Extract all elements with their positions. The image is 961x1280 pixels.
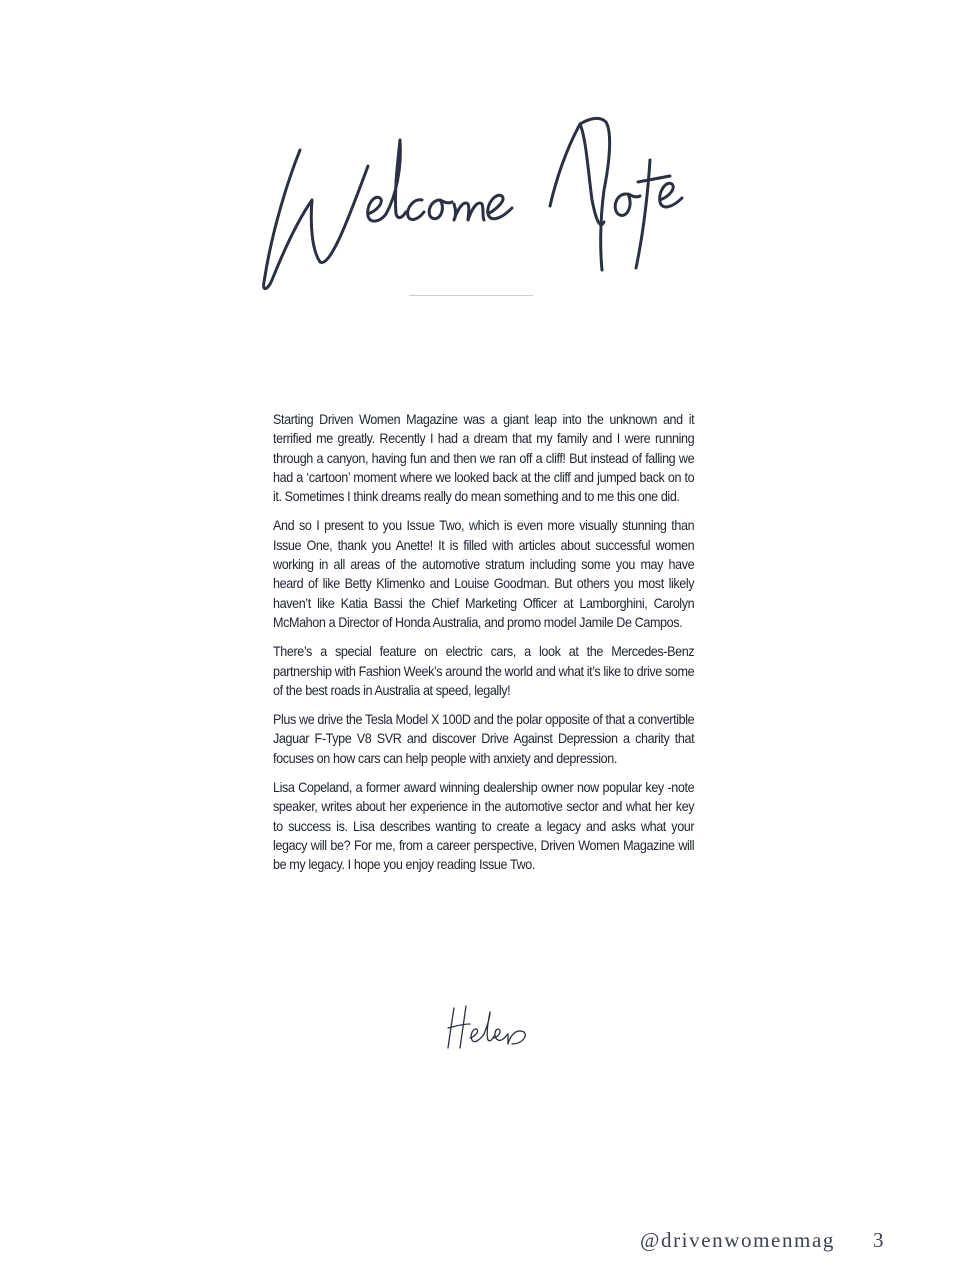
- paragraph-5: Lisa Copeland, a former award winning dealership owner now popular key -note speaker, writes about her experience in the automotive sector and what her key to success is. Lisa describes wanting to create a legacy and asks what your legacy will be? For me, from a career perspective, Driven Women Magazine will be my legacy. I hope you enjoy reading Issue Two.: [273, 779, 695, 873]
- page-number: 3: [873, 1228, 884, 1252]
- paragraph-3: There’s a special feature on electric cars, a look at the Mercedes-Benz partnership with Fashion Week’s around the world and what it’s like to drive some of the best roads in Australia at speed, legally!: [273, 643, 695, 698]
- paragraph-2: And so I present to you Issue Two, which is even more visually stunning than Issue One, thank you Anette! It is filled with articles about successful women working in all areas of the automotive stratum including some you may have heard of like Betty Klimenko and Louise Goodman. But others you most likely haven’t like Katia Bassi the Chief Marketing Officer at Lamborghini, Carolyn McMahon a Director of Honda Australia, and promo model Jamile De Campos.: [273, 517, 695, 630]
- welcome-note-title: [250, 110, 700, 300]
- footer-social-handle: @drivenwomenmag: [640, 1228, 835, 1252]
- welcome-body: [273, 410, 694, 885]
- paragraph-4: Plus we drive the Tesla Model X 100D and the polar opposite of that a convertible Jaguar F-Type V8 SVR and discover Drive Against Depression a charity that focuses on how cars can help people with anxiety and depression.: [273, 711, 695, 766]
- title-divider: [409, 295, 533, 296]
- paragraph-1: Starting Driven Women Magazine was a giant leap into the unknown and it terrified me greatly. Recently I had a dream that my family and I were running through a canyon, having fun and then we ran off a cliff! But instead of falling we had a ‘cartoon’ moment where we looked back at the cliff and jumped back on to it. Sometimes I think dreams really do mean something and to me this one did.: [273, 411, 695, 505]
- signature-helen: [440, 1002, 530, 1054]
